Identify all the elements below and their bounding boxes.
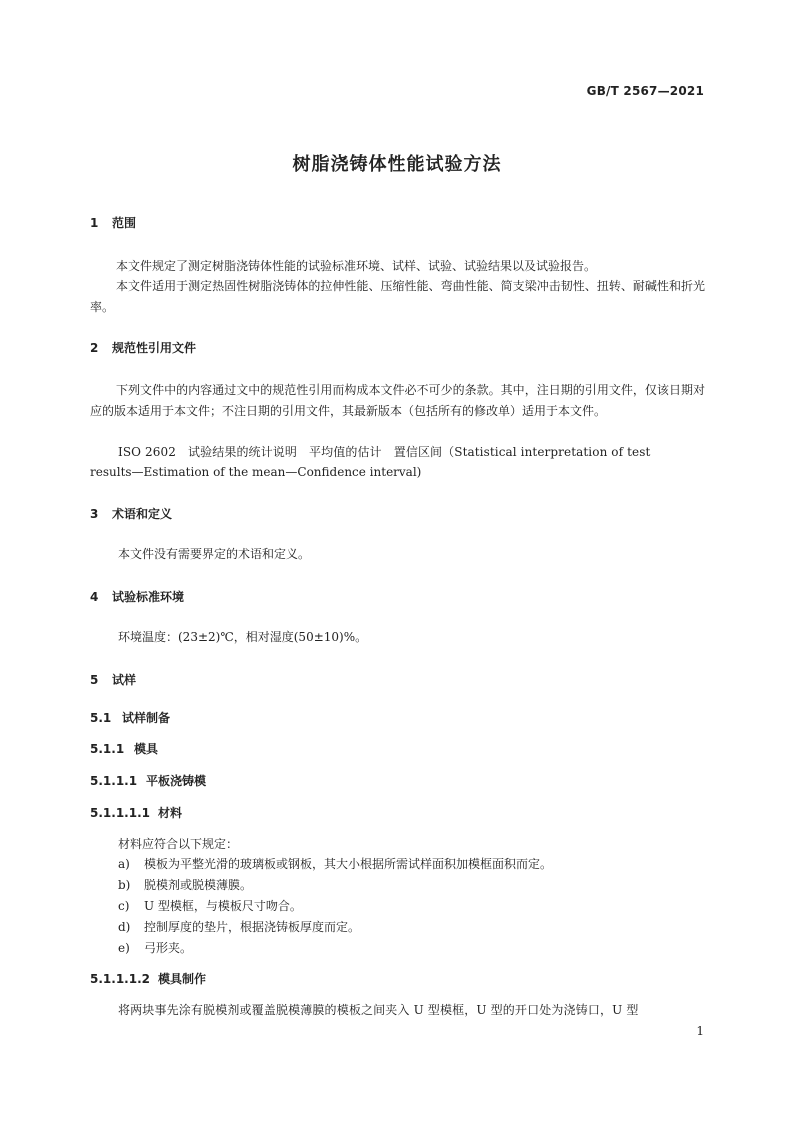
list-text: U 型模框，与模板尺寸吻合。 [144, 899, 302, 913]
standard-number: GB/T 2567—2021 [586, 84, 704, 98]
list-text: 模板为平整光滑的玻璃板或钢板，其大小根据所需试样面积加模框面积而定。 [144, 857, 553, 871]
section-title: 模具 [134, 742, 159, 756]
section-5-1-1-heading [90, 741, 158, 757]
list-text: 脱模剂或脱模薄膜。 [144, 878, 253, 892]
list-item [118, 919, 360, 935]
section-5-heading [90, 672, 136, 688]
section-4-paragraph-1: 环境温度：(23±2)℃，相对湿度(50±10)%。 [118, 630, 368, 644]
section-5-1-heading [90, 710, 170, 726]
section-5-1-1-1-2-heading [90, 971, 206, 987]
section-5-1-1-1-heading [90, 773, 206, 789]
section-2-paragraph-1 [90, 380, 705, 421]
section-title: 规范性引用文件 [112, 341, 197, 355]
section-number: 5 [90, 673, 99, 687]
section-number: 4 [90, 590, 99, 604]
section-1-heading [90, 215, 136, 231]
section-number: 3 [90, 507, 99, 521]
normative-reference-line-1: ISO 2602 试验结果的统计说明 平均值的估计 置信区间（Statistical interpretation of test [118, 445, 651, 459]
list-text: 弓形夹。 [144, 941, 193, 955]
section-title: 术语和定义 [112, 507, 173, 521]
document-title: 树脂浇铸体性能试验方法 [292, 154, 502, 175]
list-marker: b) [118, 878, 131, 892]
section-1-paragraph-2 [90, 276, 705, 317]
section-title: 试样制备 [122, 711, 171, 725]
mold-making-paragraph: 将两块事先涂有脱模剂或覆盖脱模薄膜的模板之间夹入 U 型模框，U 型的开口处为浇铸口，U 型 [118, 1003, 639, 1017]
section-title: 模具制作 [158, 972, 207, 986]
normative-reference-line-2: results—Estimation of the mean—Confidence interval) [90, 465, 422, 479]
section-3-paragraph-1: 本文件没有需要界定的术语和定义。 [118, 547, 311, 561]
paragraph-text: 下列文件中的内容通过文中的规范性引用而构成本文件必不可少的条款。其中，注日期的引用文件，仅该日期对应的版本适用于本文件；不注日期的引用文件，其最新版本（包括所有的修改单）适用于本文件。 [90, 383, 705, 418]
section-title: 材料 [158, 806, 183, 820]
list-text: 控制厚度的垫片，根据浇铸板厚度而定。 [144, 920, 361, 934]
section-title: 试验标准环境 [112, 590, 185, 604]
section-2-heading [90, 340, 196, 356]
section-title: 试样 [112, 673, 137, 687]
section-1-paragraph-1 [90, 256, 705, 277]
list-marker: a) [118, 857, 130, 871]
list-item [118, 856, 552, 872]
list-item [118, 898, 302, 914]
section-title: 平板浇铸模 [146, 774, 207, 788]
list-marker: e) [118, 941, 130, 955]
list-marker: c) [118, 899, 130, 913]
section-4-heading [90, 589, 184, 605]
list-marker: d) [118, 920, 131, 934]
list-item [118, 877, 252, 893]
section-number: 1 [90, 216, 99, 230]
section-number: 5.1.1.1.2 [90, 972, 150, 986]
paragraph-text: 本文件规定了测定树脂浇铸体性能的试验标准环境、试样、试验、试验结果以及试验报告。 [116, 259, 597, 273]
section-number: 5.1.1.1 [90, 774, 138, 788]
page-number: 1 [696, 1024, 704, 1038]
paragraph-text: 本文件适用于测定热固性树脂浇铸体的拉伸性能、压缩性能、弯曲性能、简支梁冲击韧性、扭转、耐碱性和折光率。 [90, 279, 705, 314]
section-5-1-1-1-1-heading [90, 805, 182, 821]
section-number: 5.1.1.1.1 [90, 806, 150, 820]
section-number: 5.1.1 [90, 742, 125, 756]
materials-intro: 材料应符合以下规定： [118, 837, 239, 851]
section-number: 5.1 [90, 711, 112, 725]
list-item [118, 940, 192, 956]
section-title: 范围 [112, 216, 137, 230]
section-number: 2 [90, 341, 99, 355]
section-3-heading [90, 506, 172, 522]
